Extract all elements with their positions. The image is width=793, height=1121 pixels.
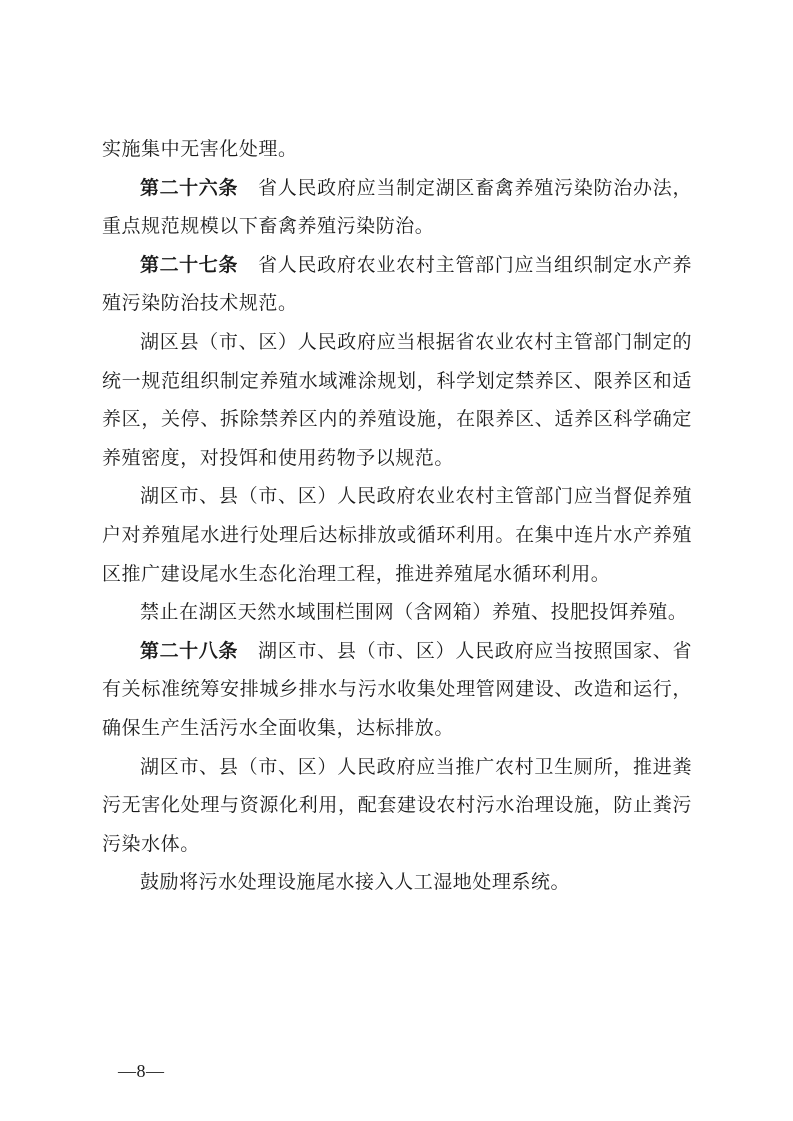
page-number: —8—: [118, 1061, 165, 1081]
article-number: 第二十七条: [140, 253, 238, 276]
article-27: [102, 246, 692, 323]
document-body: [102, 130, 692, 902]
article-26: [102, 169, 692, 246]
paragraph: [102, 593, 692, 632]
paragraph-text: 湖区市、县（市、区）人民政府农业农村主管部门应当督促养殖户对养殖尾水进行处理后达标排放或循环利用。在集中连片水产养殖区推广建设尾水生态化治理工程，推进养殖尾水循环利用。: [102, 485, 692, 585]
paragraph: [102, 477, 692, 593]
paragraph-text: 湖区县（市、区）人民政府应当根据省农业农村主管部门制定的统一规范组织制定养殖水域滩涂规划，科学划定禁养区、限养区和适养区，关停、拆除禁养区内的养殖设施，在限养区、适养区科学确定养殖密度，对投饵和使用药物予以规范。: [102, 330, 692, 469]
paragraph: [102, 863, 692, 902]
article-number: 第二十六条: [140, 176, 238, 199]
paragraph-text: 湖区市、县（市、区）人民政府应当按照国家、省有关标准统筹安排城乡排水与污水收集处理管网建设、改造和运行，确保生产生活污水全面收集，达标排放。: [102, 639, 692, 739]
article-number: 第二十八条: [140, 639, 238, 662]
paragraph-text: 禁止在湖区天然水域围栏围网（含网箱）养殖、投肥投饵养殖。: [140, 601, 688, 624]
paragraph: [102, 323, 692, 477]
paragraph-text: 湖区市、县（市、区）人民政府应当推广农村卫生厕所，推进粪污无害化处理与资源化利用，配套建设农村污水治理设施，防止粪污污染水体。: [102, 755, 692, 855]
paragraph: [102, 748, 692, 864]
paragraph-text: 省人民政府农业农村主管部门应当组织制定水产养殖污染防治技术规范。: [102, 253, 692, 315]
paragraph-text: 实施集中无害化处理。: [102, 138, 298, 160]
paragraph-continuation: [102, 130, 692, 169]
paragraph-text: 省人民政府应当制定湖区畜禽养殖污染防治办法，重点规范规模以下畜禽养殖污染防治。: [102, 176, 692, 238]
paragraph-text: 鼓励将污水处理设施尾水接入人工湿地处理系统。: [140, 871, 571, 894]
article-28: [102, 632, 692, 748]
